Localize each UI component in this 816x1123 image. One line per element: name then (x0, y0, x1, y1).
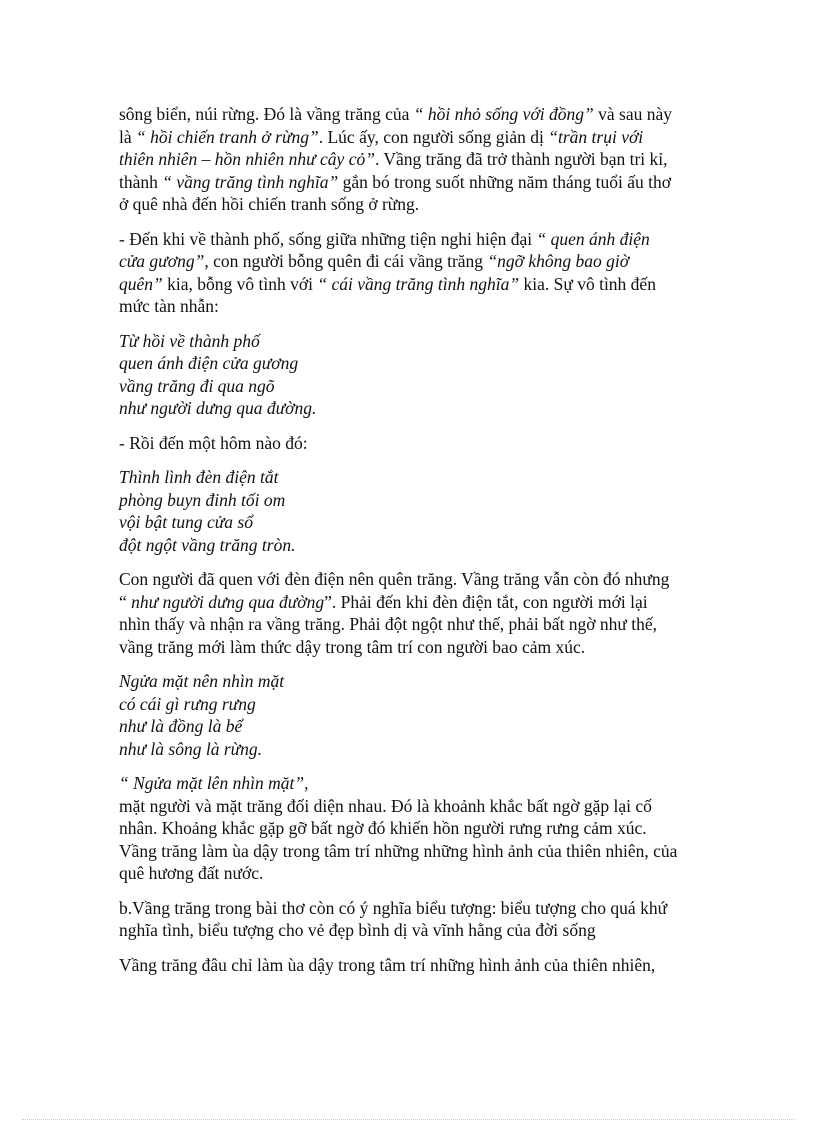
text-line: Vầng trăng làm ùa dậy trong tâm trí những những hình ảnh của thiên nhiên, của (119, 840, 678, 861)
text-run: là (119, 126, 137, 147)
document-page (119, 103, 699, 988)
poem-stanza-2 (119, 466, 699, 556)
quote-run: “ hồi chiến tranh ở rừng” (136, 126, 319, 147)
text-line (119, 126, 699, 149)
quote-run: “ Ngửa mặt lên nhìn mặt” (119, 773, 305, 793)
text-line (119, 103, 699, 126)
quote-run: thiên nhiên – hồn nhiên như cây cỏ” (119, 149, 375, 169)
text-line: mức tàn nhẫn: (119, 296, 219, 316)
page-bottom-divider (22, 1119, 794, 1120)
text-line: Con người đã quen với đèn điện nên quên trăng. Vầng trăng vẫn còn đó nhưng (119, 569, 670, 589)
text-run: , con người bỗng quên đi cái vầng trăng (204, 251, 488, 271)
text-line: - Rồi đến một hôm nào đó: (119, 432, 308, 453)
paragraph-3 (119, 432, 699, 455)
poem-stanza-3 (119, 670, 699, 760)
text-line (119, 148, 699, 171)
paragraph-5 (119, 772, 699, 885)
quote-run: “trần trụi với (548, 126, 644, 147)
text-line (119, 273, 699, 296)
text-run: ”. Phải đến khi đèn điện tắt, con người mới lại (324, 591, 648, 612)
poem-line: đột ngột vầng trăng tròn. (119, 534, 296, 555)
poem-line: Thình lình đèn điện tắt (119, 467, 279, 487)
quote-run: “ngỡ không bao giờ (487, 251, 630, 271)
paragraph-1 (119, 103, 699, 216)
text-line (119, 772, 699, 795)
text-run: kia. Sự vô tình đến (519, 273, 656, 294)
poem-line: Ngửa mặt nên nhìn mặt (119, 671, 285, 691)
poem-line: như là đồng là bể (119, 716, 243, 736)
poem-line: quen ánh điện cửa gương (119, 353, 299, 373)
text-line: quê hương đất nước. (119, 863, 264, 883)
quote-run: như người dưng qua đường (131, 591, 325, 612)
paragraph-2 (119, 228, 699, 318)
text-line: vầng trăng mới làm thức dậy trong tâm trí con người bao cảm xúc. (119, 636, 586, 657)
poem-line: như là sông là rừng. (119, 738, 263, 759)
poem-stanza-1 (119, 330, 699, 420)
text-line: mặt người và mặt trăng đối diện nhau. Đó là khoảnh khắc bất ngờ gặp lại cố (119, 795, 652, 816)
text-run: “ (119, 591, 132, 612)
text-line: nhân. Khoảng khắc gặp gỡ bất ngờ đó khiến hồn người rưng rưng cảm xúc. (119, 818, 647, 838)
paragraph-6 (119, 897, 699, 942)
text-run: sông biển, núi rừng. Đó là vầng trăng của (119, 104, 414, 124)
text-run: gắn bó trong suốt những năm tháng tuổi ấu thơ (338, 171, 671, 192)
text-line (119, 250, 699, 273)
quote-run: “ cái vầng trăng tình nghĩa” (317, 273, 520, 294)
text-run: - Đến khi về thành phố, sống giữa những tiện nghi hiện đại (119, 228, 537, 249)
paragraph-7 (119, 954, 699, 977)
text-line: b.Vầng trăng trong bài thơ còn có ý nghĩa biểu tượng: biểu tượng cho quá khứ (119, 897, 668, 918)
text-line: nghĩa tình, biểu tượng cho vẻ đẹp bình dị và vĩnh hằng của đời sống (119, 920, 596, 940)
poem-line: vội bật tung cửa sổ (119, 512, 253, 532)
text-line: nhìn thấy và nhận ra vầng trăng. Phải đột ngột như thế, phải bất ngờ như thế, (119, 614, 658, 634)
text-run: . Vầng trăng đã trở thành người bạn tri kỉ, (374, 149, 668, 169)
text-run: kia, bỗng vô tình với (162, 273, 318, 294)
text-line (119, 591, 699, 614)
quote-run: “ hồi nhỏ sống với đồng” (413, 104, 594, 124)
text-line: Vầng trăng đâu chỉ làm ùa dậy trong tâm trí những hình ảnh của thiên nhiên, (119, 954, 656, 975)
text-run: , (304, 773, 309, 793)
poem-line: có cái gì rưng rưng (119, 693, 256, 714)
text-line (119, 171, 699, 194)
text-run: và sau này (593, 104, 672, 124)
poem-line: vầng trăng đi qua ngõ (119, 375, 275, 396)
text-run: . Lúc ấy, con người sống giản dị (318, 126, 549, 147)
poem-line: như người dưng qua đường. (119, 398, 317, 418)
quote-run: “ quen ánh điện (536, 228, 650, 249)
text-line: ở quê nhà đến hồi chiến tranh sống ở rừng. (119, 194, 420, 214)
poem-line: phòng buyn đinh tối om (119, 489, 286, 510)
text-line (119, 228, 699, 251)
quote-run: quên” (119, 273, 163, 294)
quote-run: cửa gương” (119, 251, 205, 271)
paragraph-4 (119, 568, 699, 658)
text-run: thành (119, 171, 163, 192)
quote-run: “ vầng trăng tình nghĩa” (162, 171, 339, 192)
poem-line: Từ hồi về thành phố (119, 330, 260, 351)
